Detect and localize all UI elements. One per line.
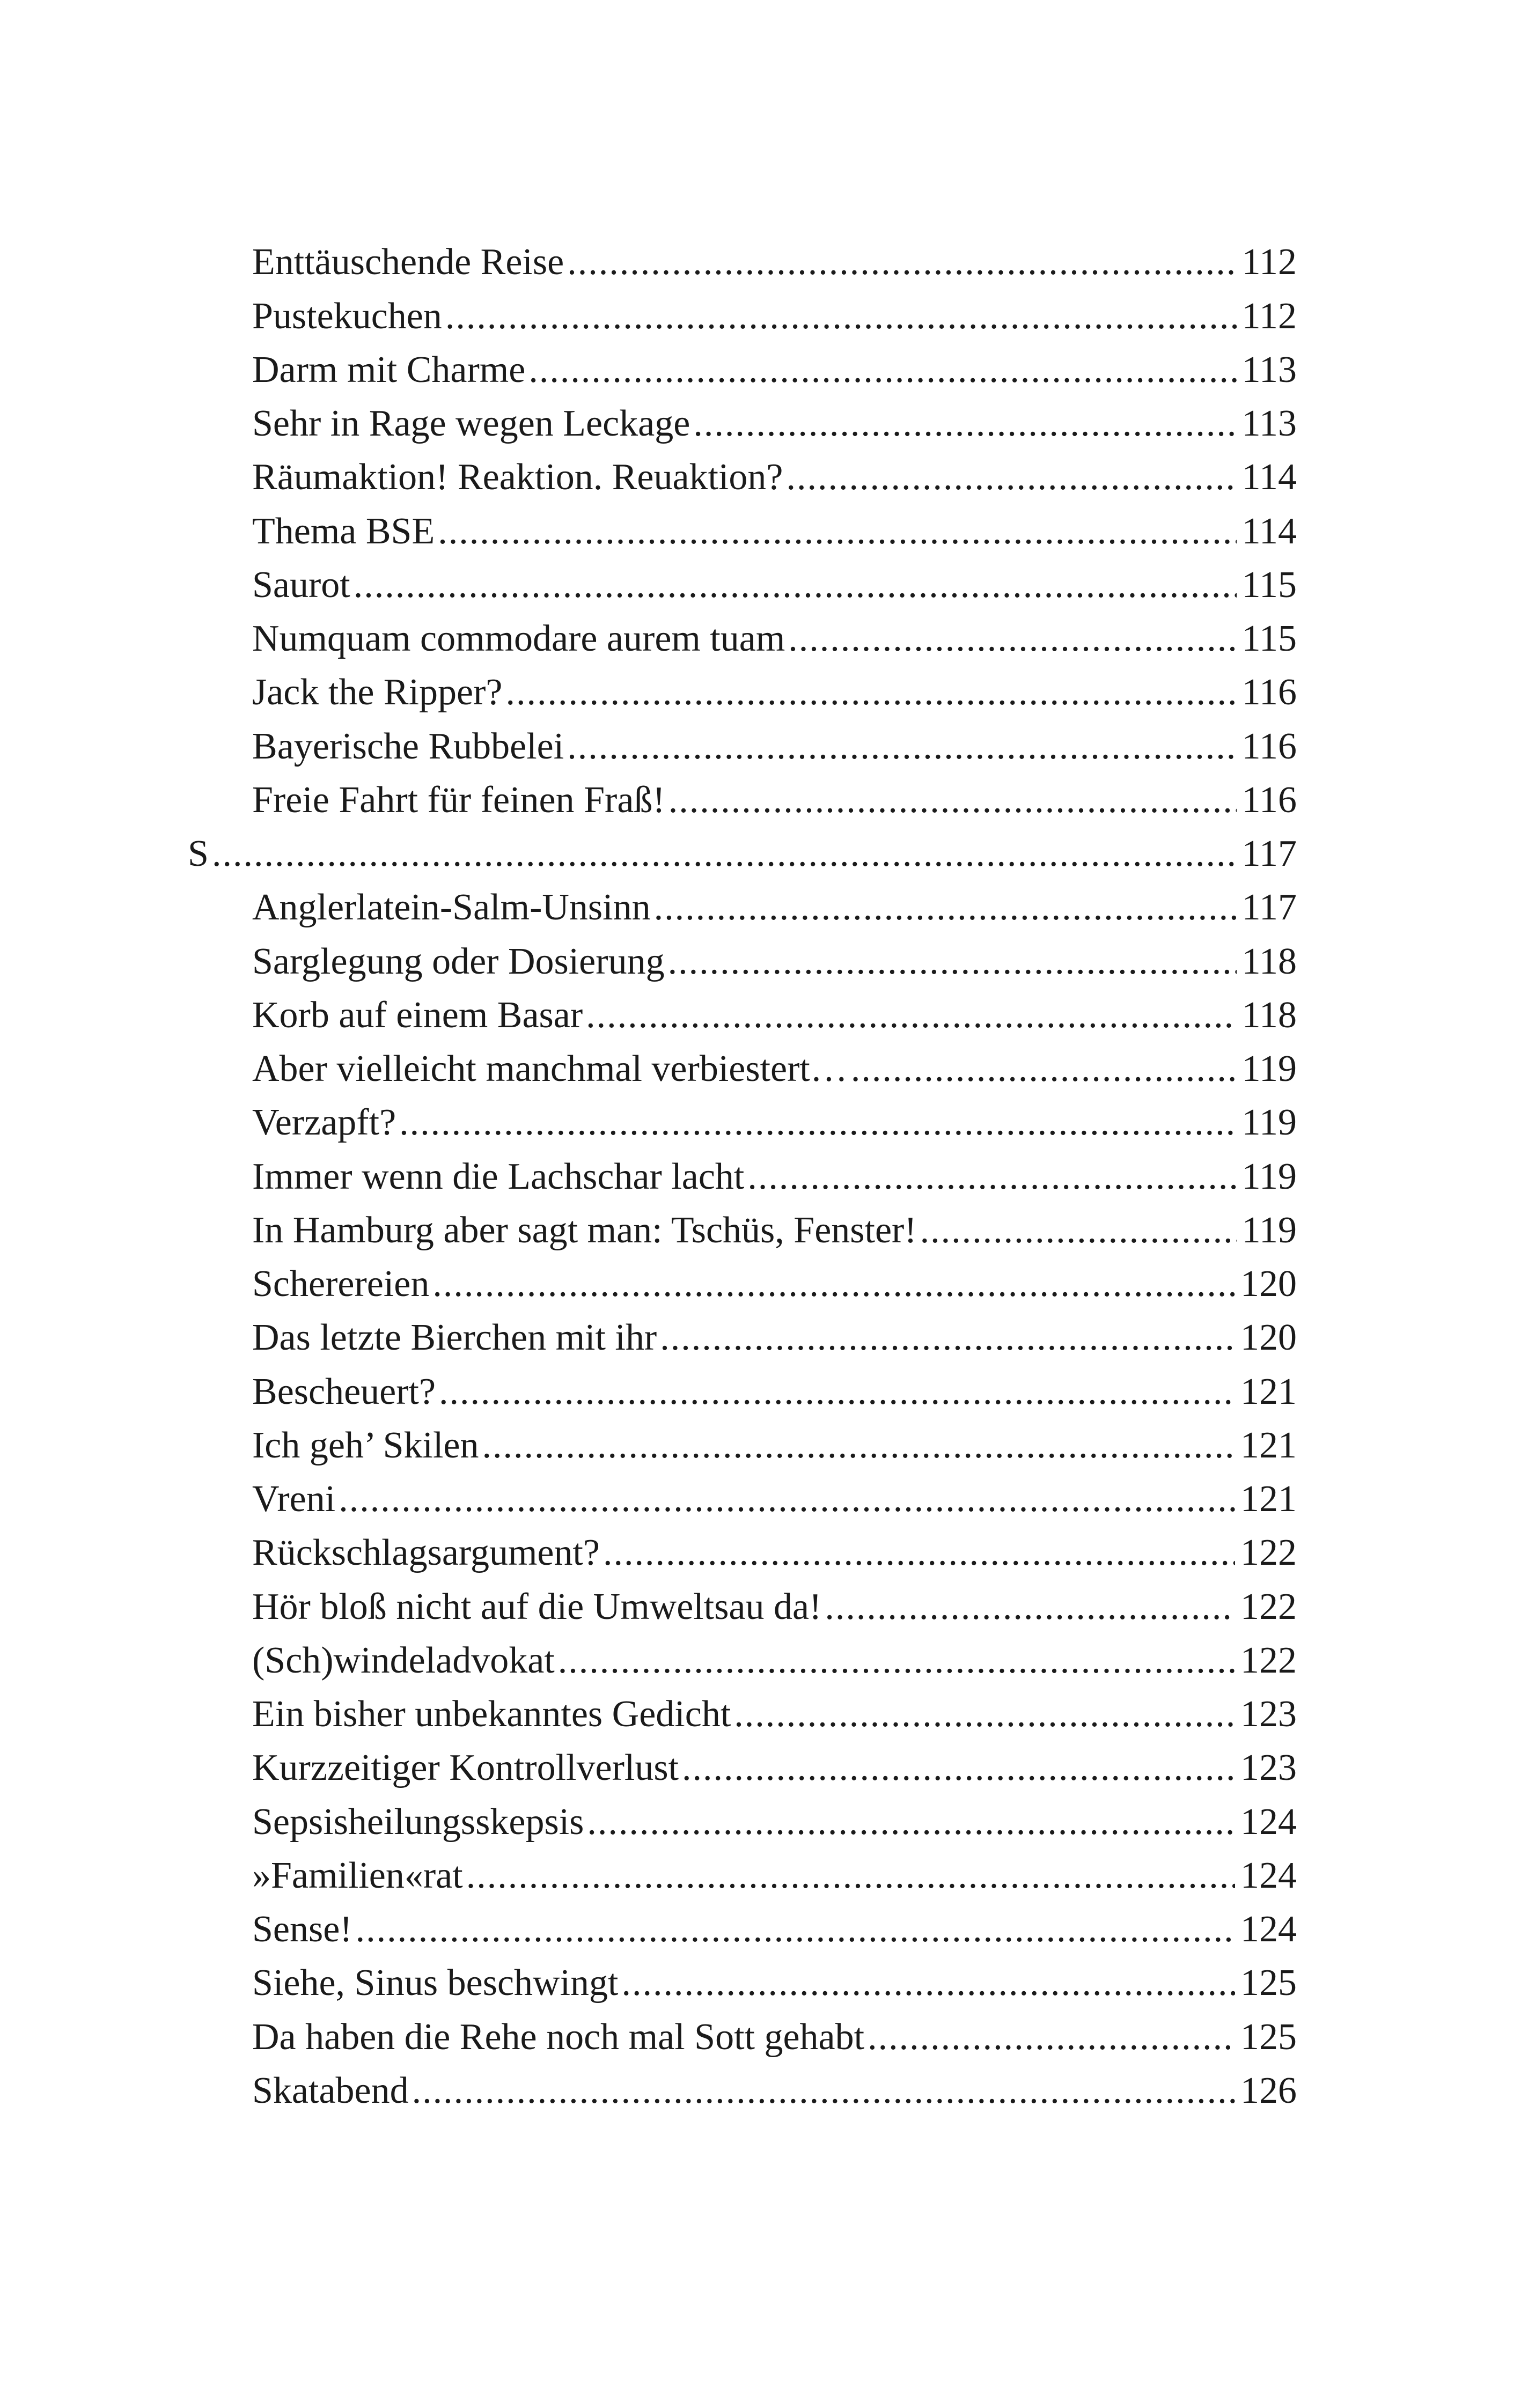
toc-entry: [252, 1474, 1297, 1528]
toc-entry-page-number: 112: [1241, 295, 1297, 337]
toc-entry: [252, 1420, 1297, 1474]
toc-entry-title: Da haben die Rehe noch mal Sott gehabt: [252, 2016, 865, 2058]
toc-entry-title: Siehe, Sinus beschwingt: [252, 1962, 619, 2004]
toc-entry-title: Sehr in Rage wegen Leckage: [252, 403, 690, 444]
table-of-contents: [0, 237, 1521, 2119]
toc-entry-title: Bayerische Rubbelei: [252, 725, 564, 767]
toc-entry-page-number: 115: [1241, 564, 1297, 606]
toc-entry-title: Jack the Ripper?: [252, 672, 503, 713]
dot-leader: [412, 2072, 1235, 2110]
toc-entry-page-number: 115: [1241, 618, 1297, 659]
toc-entry-page-number: 124: [1240, 1854, 1297, 1896]
toc-entry: [252, 1743, 1297, 1796]
toc-entry: [252, 936, 1297, 990]
toc-entry: [252, 1366, 1297, 1420]
toc-entry-title: Das letzte Bierchen mit ihr: [252, 1317, 657, 1359]
toc-entry: [252, 1904, 1297, 1958]
dot-leader: [466, 1857, 1235, 1895]
toc-entry: [252, 560, 1297, 614]
toc-entry-title: Ich geh’ Skilen: [252, 1424, 479, 1466]
toc-entry: [252, 452, 1297, 506]
toc-entry-title: Verzapft?: [252, 1102, 396, 1144]
dot-leader: [445, 298, 1237, 335]
dot-leader: [339, 1481, 1235, 1518]
toc-entry-page-number: 124: [1240, 1909, 1297, 1950]
dot-leader: [668, 943, 1237, 981]
toc-entry-title: Ein bisher unbekanntes Gedicht: [252, 1693, 731, 1735]
toc-entry-title: Räumaktion! Reaktion. Reuaktion?: [252, 456, 783, 498]
toc-entry: [252, 1098, 1297, 1151]
toc-entry: [252, 345, 1297, 399]
toc-entry-page-number: 121: [1240, 1371, 1297, 1412]
toc-entry-title: Vreni: [252, 1478, 336, 1520]
toc-entry-page-number: 125: [1240, 1962, 1297, 2004]
toc-entry-page-number: 113: [1241, 349, 1297, 391]
toc-entry: [252, 1851, 1297, 1904]
toc-entry-page-number: 118: [1241, 994, 1297, 1036]
dot-leader: [439, 1373, 1235, 1411]
dot-leader: [528, 351, 1236, 389]
dot-leader: [668, 782, 1237, 819]
dot-leader: [432, 1265, 1235, 1303]
dot-leader: [693, 405, 1236, 443]
dot-leader: [654, 889, 1237, 926]
toc-entry: [252, 1581, 1297, 1635]
dot-leader: [567, 728, 1236, 765]
toc-entry-page-number: 122: [1240, 1586, 1297, 1628]
toc-entry-page-number: 125: [1240, 2016, 1297, 2058]
toc-entry: [252, 1205, 1297, 1259]
dot-leader: [734, 1696, 1235, 1733]
toc-entry-title: Sarglegung oder Dosierung: [252, 940, 665, 982]
dot-leader: [825, 1588, 1235, 1626]
dot-leader: [567, 244, 1236, 281]
toc-entry-page-number: 119: [1241, 1155, 1297, 1197]
dot-leader: [787, 459, 1237, 496]
toc-entry: [252, 1151, 1297, 1205]
toc-entry-page-number: 123: [1240, 1747, 1297, 1789]
toc-entry-title: Aber vielleicht manchmal verbiestert…: [252, 1048, 848, 1089]
toc-entry-title: Freie Fahrt für feinen Fraß!: [252, 779, 665, 821]
toc-entry: [252, 1044, 1297, 1098]
toc-entry-page-number: 121: [1240, 1478, 1297, 1520]
toc-entry: [252, 399, 1297, 452]
toc-entry: [252, 2012, 1297, 2065]
toc-entry-title: Numquam commodare aurem tuam: [252, 618, 785, 659]
toc-entry-page-number: 113: [1241, 403, 1297, 444]
dot-leader: [851, 1050, 1237, 1088]
toc-entry-title: Hör bloß nicht auf die Umweltsau da!: [252, 1586, 822, 1628]
toc-entry-page-number: 119: [1241, 1102, 1297, 1144]
dot-leader: [660, 1319, 1235, 1357]
toc-entry-page-number: 119: [1241, 1048, 1297, 1089]
toc-entry-title: Enttäuschende Reise: [252, 241, 564, 283]
toc-entry-title: Darm mit Charme: [252, 349, 526, 391]
dot-leader: [621, 1964, 1235, 2002]
toc-entry-page-number: 121: [1240, 1424, 1297, 1466]
toc-entry: [252, 1528, 1297, 1581]
toc-entry: [252, 1313, 1297, 1366]
toc-entry: [252, 1259, 1297, 1313]
toc-entry-title: »Familien«rat: [252, 1854, 463, 1896]
dot-leader: [505, 674, 1236, 711]
toc-entry-title: Thema BSE: [252, 510, 435, 552]
dot-leader: [356, 1911, 1235, 1948]
toc-entry: [252, 2066, 1297, 2119]
toc-entry-title: Rückschlagsargument?: [252, 1532, 600, 1574]
toc-entry-page-number: 117: [1241, 887, 1297, 929]
toc-entry-page-number: 117: [1241, 833, 1297, 874]
toc-entry-title: (Sch)windeladvokat: [252, 1639, 555, 1681]
toc-entry-page-number: 123: [1240, 1693, 1297, 1735]
toc-entry-title: Scherereien: [252, 1263, 430, 1305]
toc-entry-page-number: 116: [1241, 672, 1297, 713]
toc-entry: [252, 614, 1297, 667]
dot-leader: [920, 1212, 1237, 1249]
dot-leader: [788, 620, 1236, 658]
dot-leader: [354, 566, 1237, 604]
toc-entry: [252, 667, 1297, 721]
dot-leader: [482, 1427, 1235, 1464]
toc-entry: [252, 775, 1297, 829]
toc-entry-page-number: 112: [1241, 241, 1297, 283]
toc-entry: [252, 990, 1297, 1044]
toc-entry-title: Skatabend: [252, 2070, 409, 2111]
dot-leader: [558, 1642, 1235, 1680]
toc-entry-title: S: [188, 833, 209, 874]
toc-entry-page-number: 122: [1240, 1639, 1297, 1681]
toc-entry-title: Bescheuert?: [252, 1371, 436, 1412]
toc-entry: [252, 237, 1297, 291]
toc-entry-page-number: 118: [1241, 940, 1297, 982]
toc-entry-title: Pustekuchen: [252, 295, 442, 337]
toc-entry-page-number: 122: [1240, 1532, 1297, 1574]
toc-entry-page-number: 114: [1241, 510, 1297, 552]
toc-entry: [252, 291, 1297, 344]
dot-leader: [682, 1749, 1235, 1787]
toc-entry-page-number: 120: [1240, 1317, 1297, 1359]
dot-leader: [868, 2019, 1235, 2056]
toc-entry-title: Kurzzeitiger Kontrollverlust: [252, 1747, 679, 1789]
toc-entry-title: Korb auf einem Basar: [252, 994, 583, 1036]
toc-entry: [252, 1958, 1297, 2012]
dot-leader: [587, 1803, 1235, 1841]
dot-leader: [603, 1534, 1235, 1572]
toc-entry: [252, 721, 1297, 775]
toc-entry-page-number: 114: [1241, 456, 1297, 498]
dot-leader: [438, 513, 1236, 550]
toc-entry-page-number: 116: [1241, 779, 1297, 821]
toc-entry-title: Sense!: [252, 1909, 352, 1950]
toc-entry-title: Immer wenn die Lachschar lacht: [252, 1155, 745, 1197]
toc-entry: [252, 1689, 1297, 1743]
dot-leader: [747, 1158, 1236, 1196]
toc-entry: [252, 506, 1297, 559]
dot-leader: [399, 1104, 1236, 1142]
toc-entry-page-number: 119: [1241, 1209, 1297, 1251]
toc-section-heading: [188, 829, 1297, 882]
toc-entry-title: Saurot: [252, 564, 350, 606]
toc-entry-page-number: 120: [1240, 1263, 1297, 1305]
toc-entry-title: Anglerlatein-Salm-Unsinn: [252, 887, 651, 929]
toc-entry-title: Sepsisheilungsskepsis: [252, 1801, 584, 1843]
toc-entry: [252, 1636, 1297, 1689]
toc-entry: [252, 1796, 1297, 1850]
dot-leader: [212, 835, 1237, 873]
toc-entry-page-number: 126: [1240, 2070, 1297, 2111]
dot-leader: [586, 997, 1236, 1034]
toc-entry-page-number: 124: [1240, 1801, 1297, 1843]
toc-entry: [252, 882, 1297, 936]
toc-entry-title: In Hamburg aber sagt man: Tschüs, Fenster!: [252, 1209, 917, 1251]
toc-entry-page-number: 116: [1241, 725, 1297, 767]
